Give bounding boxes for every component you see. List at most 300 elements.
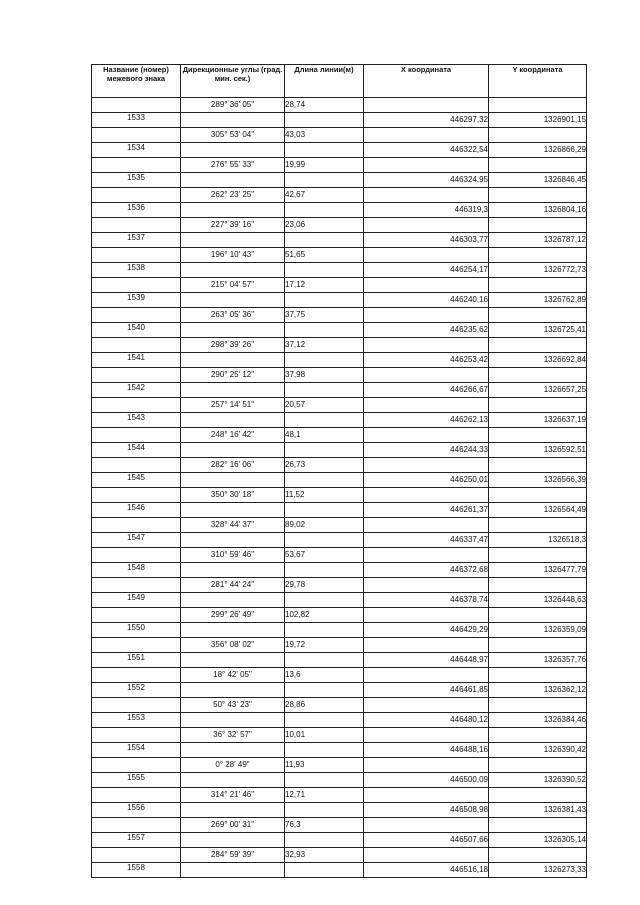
length-cell (285, 233, 364, 248)
segment-row (92, 188, 587, 203)
y-cell (489, 98, 587, 113)
x-cell: 446235,62 (364, 323, 489, 338)
length-cell (285, 113, 364, 128)
y-cell (489, 218, 587, 233)
length-cell: 29,78 (285, 578, 364, 593)
direction-cell (181, 623, 285, 638)
name-cell: 1541 (92, 353, 181, 368)
segment-row (92, 608, 587, 623)
y-cell (489, 458, 587, 473)
point-row (92, 383, 587, 398)
direction-cell: 263° 05' 36" (181, 308, 285, 323)
length-cell: 89,02 (285, 518, 364, 533)
direction-cell (181, 323, 285, 338)
name-cell: 1545 (92, 473, 181, 488)
name-cell: 1538 (92, 263, 181, 278)
direction-cell: 289° 36' 05" (181, 98, 285, 113)
y-cell: 1326362,12 (489, 683, 587, 698)
x-cell: 446244,33 (364, 443, 489, 458)
point-row (92, 743, 587, 758)
point-row (92, 113, 587, 128)
x-cell (364, 728, 489, 743)
y-cell (489, 698, 587, 713)
y-cell: 1326804,16 (489, 203, 587, 218)
point-row (92, 173, 587, 188)
length-cell: 26,73 (285, 458, 364, 473)
y-cell (489, 248, 587, 263)
x-cell (364, 548, 489, 563)
segment-row (92, 638, 587, 653)
length-cell: 32,93 (285, 848, 364, 863)
segment-row (92, 398, 587, 413)
name-cell (92, 98, 181, 113)
y-cell: 1326390,52 (489, 773, 587, 788)
length-cell (285, 503, 364, 518)
name-cell: 1544 (92, 443, 181, 458)
name-cell (92, 308, 181, 323)
length-cell (285, 413, 364, 428)
point-row (92, 353, 587, 368)
name-cell (92, 128, 181, 143)
direction-cell: 257° 14' 51" (181, 398, 285, 413)
name-cell: 1540 (92, 323, 181, 338)
x-cell (364, 848, 489, 863)
direction-cell (181, 743, 285, 758)
point-row (92, 413, 587, 428)
y-cell (489, 578, 587, 593)
direction-cell (181, 653, 285, 668)
direction-cell: 227° 39' 16" (181, 218, 285, 233)
segment-row (92, 548, 587, 563)
y-cell: 1326357,76 (489, 653, 587, 668)
x-cell: 446480,12 (364, 713, 489, 728)
y-cell (489, 728, 587, 743)
y-cell: 1326787,12 (489, 233, 587, 248)
name-cell (92, 728, 181, 743)
x-cell: 446372,68 (364, 563, 489, 578)
length-cell: 76,3 (285, 818, 364, 833)
x-cell (364, 368, 489, 383)
y-cell: 1326477,79 (489, 563, 587, 578)
x-cell: 446448,97 (364, 653, 489, 668)
point-row (92, 653, 587, 668)
name-cell: 1551 (92, 653, 181, 668)
name-cell (92, 488, 181, 503)
direction-cell: 350° 30' 18" (181, 488, 285, 503)
direction-cell (181, 443, 285, 458)
length-cell (285, 803, 364, 818)
x-cell: 446322,54 (364, 143, 489, 158)
y-cell (489, 488, 587, 503)
x-cell: 446508,98 (364, 803, 489, 818)
y-cell: 1326448,63 (489, 593, 587, 608)
length-cell: 51,65 (285, 248, 364, 263)
name-cell: 1549 (92, 593, 181, 608)
x-cell (364, 218, 489, 233)
point-row (92, 533, 587, 548)
length-cell (285, 383, 364, 398)
x-cell (364, 128, 489, 143)
name-cell (92, 398, 181, 413)
y-cell: 1326566,39 (489, 473, 587, 488)
x-cell: 446262,13 (364, 413, 489, 428)
name-cell (92, 578, 181, 593)
name-cell (92, 758, 181, 773)
length-cell (285, 563, 364, 578)
point-row (92, 323, 587, 338)
y-cell: 1326725,41 (489, 323, 587, 338)
direction-cell: 282° 16' 06" (181, 458, 285, 473)
name-cell (92, 218, 181, 233)
direction-cell (181, 143, 285, 158)
point-row (92, 563, 587, 578)
y-cell: 1326866,29 (489, 143, 587, 158)
segment-row (92, 98, 587, 113)
segment-row (92, 818, 587, 833)
direction-cell: 248° 16' 42" (181, 428, 285, 443)
length-cell: 102,82 (285, 608, 364, 623)
y-cell: 1326381,43 (489, 803, 587, 818)
y-cell (489, 338, 587, 353)
x-cell: 446488,16 (364, 743, 489, 758)
point-row (92, 263, 587, 278)
x-cell (364, 758, 489, 773)
x-cell: 446266,67 (364, 383, 489, 398)
x-cell (364, 578, 489, 593)
name-cell: 1546 (92, 503, 181, 518)
length-cell: 43,03 (285, 128, 364, 143)
length-cell (285, 323, 364, 338)
segment-row (92, 248, 587, 263)
name-cell (92, 428, 181, 443)
name-cell: 1554 (92, 743, 181, 758)
name-cell: 1548 (92, 563, 181, 578)
name-cell: 1558 (92, 863, 181, 878)
length-cell: 19,72 (285, 638, 364, 653)
direction-cell: 284° 59' 39" (181, 848, 285, 863)
segment-row (92, 758, 587, 773)
direction-cell (181, 233, 285, 248)
header-direction: Дирекционные углы (град. мин. сек.) (181, 65, 285, 98)
length-cell: 20,57 (285, 398, 364, 413)
direction-cell (181, 803, 285, 818)
x-cell: 446500,09 (364, 773, 489, 788)
length-cell: 28,74 (285, 98, 364, 113)
name-cell: 1535 (92, 173, 181, 188)
name-cell (92, 338, 181, 353)
x-cell (364, 188, 489, 203)
name-cell (92, 848, 181, 863)
length-cell (285, 263, 364, 278)
y-cell (489, 308, 587, 323)
x-cell: 446461,85 (364, 683, 489, 698)
direction-cell (181, 413, 285, 428)
y-cell (489, 398, 587, 413)
length-cell (285, 353, 364, 368)
name-cell: 1537 (92, 233, 181, 248)
direction-cell (181, 113, 285, 128)
direction-cell (181, 473, 285, 488)
length-cell (285, 773, 364, 788)
table-body (92, 98, 587, 878)
coordinates-table (91, 64, 587, 878)
direction-cell: 290° 25' 12" (181, 368, 285, 383)
name-cell: 1539 (92, 293, 181, 308)
y-cell: 1326762,89 (489, 293, 587, 308)
x-cell: 446261,37 (364, 503, 489, 518)
name-cell (92, 548, 181, 563)
y-cell (489, 428, 587, 443)
segment-row (92, 668, 587, 683)
length-cell (285, 143, 364, 158)
header-x: X координата (364, 65, 489, 98)
x-cell: 446254,17 (364, 263, 489, 278)
name-cell: 1555 (92, 773, 181, 788)
point-row (92, 233, 587, 248)
point-row (92, 833, 587, 848)
header-row (92, 65, 587, 98)
x-cell (364, 638, 489, 653)
name-cell (92, 248, 181, 263)
name-cell (92, 638, 181, 653)
length-cell: 23,06 (285, 218, 364, 233)
y-cell: 1326384,46 (489, 713, 587, 728)
segment-row (92, 518, 587, 533)
segment-row (92, 728, 587, 743)
x-cell: 446250,01 (364, 473, 489, 488)
x-cell (364, 428, 489, 443)
length-cell: 42,67 (285, 188, 364, 203)
direction-cell: 36° 32' 57" (181, 728, 285, 743)
length-cell: 11,52 (285, 488, 364, 503)
y-cell: 1326901,15 (489, 113, 587, 128)
x-cell (364, 308, 489, 323)
length-cell (285, 743, 364, 758)
segment-row (92, 128, 587, 143)
length-cell (285, 863, 364, 878)
name-cell: 1550 (92, 623, 181, 638)
direction-cell (181, 383, 285, 398)
point-row (92, 713, 587, 728)
length-cell (285, 593, 364, 608)
length-cell: 37,12 (285, 338, 364, 353)
name-cell: 1534 (92, 143, 181, 158)
length-cell: 53,67 (285, 548, 364, 563)
name-cell (92, 278, 181, 293)
length-cell (285, 443, 364, 458)
direction-cell: 299° 26' 49" (181, 608, 285, 623)
direction-cell (181, 563, 285, 578)
length-cell: 48,1 (285, 428, 364, 443)
name-cell: 1536 (92, 203, 181, 218)
y-cell (489, 518, 587, 533)
direction-cell (181, 293, 285, 308)
y-cell: 1326692,84 (489, 353, 587, 368)
x-cell: 446253,42 (364, 353, 489, 368)
direction-cell: 298° 39' 26" (181, 338, 285, 353)
x-cell (364, 278, 489, 293)
point-row (92, 623, 587, 638)
direction-cell (181, 533, 285, 548)
y-cell: 1326592,51 (489, 443, 587, 458)
segment-row (92, 338, 587, 353)
direction-cell (181, 203, 285, 218)
length-cell: 13,6 (285, 668, 364, 683)
y-cell: 1326273,33 (489, 863, 587, 878)
name-cell: 1552 (92, 683, 181, 698)
x-cell: 446516,18 (364, 863, 489, 878)
segment-row (92, 278, 587, 293)
point-row (92, 473, 587, 488)
length-cell (285, 203, 364, 218)
direction-cell: 281° 44' 24" (181, 578, 285, 593)
x-cell (364, 458, 489, 473)
direction-cell: 18° 42' 05" (181, 668, 285, 683)
name-cell (92, 368, 181, 383)
x-cell: 446240,16 (364, 293, 489, 308)
x-cell (364, 98, 489, 113)
direction-cell: 276° 55' 33" (181, 158, 285, 173)
name-cell: 1557 (92, 833, 181, 848)
direction-cell (181, 593, 285, 608)
y-cell (489, 608, 587, 623)
length-cell (285, 683, 364, 698)
y-cell (489, 818, 587, 833)
direction-cell: 356° 08' 02" (181, 638, 285, 653)
y-cell (489, 548, 587, 563)
point-row (92, 683, 587, 698)
point-row (92, 863, 587, 878)
segment-row (92, 158, 587, 173)
direction-cell: 328° 44' 37" (181, 518, 285, 533)
name-cell (92, 458, 181, 473)
name-cell (92, 188, 181, 203)
x-cell: 446297,32 (364, 113, 489, 128)
segment-row (92, 578, 587, 593)
length-cell (285, 533, 364, 548)
direction-cell: 215° 04' 57" (181, 278, 285, 293)
length-cell: 19,99 (285, 158, 364, 173)
point-row (92, 293, 587, 308)
name-cell: 1553 (92, 713, 181, 728)
segment-row (92, 488, 587, 503)
direction-cell: 196° 10' 43" (181, 248, 285, 263)
direction-cell: 0° 28' 49" (181, 758, 285, 773)
y-cell: 1326772,73 (489, 263, 587, 278)
table-header (92, 65, 587, 98)
length-cell: 10,01 (285, 728, 364, 743)
direction-cell (181, 173, 285, 188)
direction-cell (181, 833, 285, 848)
direction-cell: 305° 53' 04" (181, 128, 285, 143)
segment-row (92, 848, 587, 863)
length-cell (285, 173, 364, 188)
x-cell: 446319,3 (364, 203, 489, 218)
length-cell (285, 653, 364, 668)
y-cell (489, 758, 587, 773)
direction-cell: 314° 21' 46" (181, 788, 285, 803)
direction-cell: 50° 43' 23" (181, 698, 285, 713)
y-cell: 1326518,3 (489, 533, 587, 548)
x-cell: 446337,47 (364, 533, 489, 548)
segment-row (92, 788, 587, 803)
y-cell (489, 188, 587, 203)
header-length: Длина линии(м) (285, 65, 364, 98)
x-cell (364, 818, 489, 833)
name-cell (92, 608, 181, 623)
x-cell: 446378,74 (364, 593, 489, 608)
x-cell: 446507,66 (364, 833, 489, 848)
x-cell: 446303,77 (364, 233, 489, 248)
header-y: Y координата (489, 65, 587, 98)
length-cell (285, 623, 364, 638)
y-cell: 1326305,14 (489, 833, 587, 848)
point-row (92, 443, 587, 458)
x-cell (364, 518, 489, 533)
name-cell (92, 698, 181, 713)
direction-cell (181, 263, 285, 278)
point-row (92, 803, 587, 818)
segment-row (92, 458, 587, 473)
name-cell (92, 158, 181, 173)
x-cell (364, 248, 489, 263)
length-cell (285, 833, 364, 848)
x-cell (364, 698, 489, 713)
name-cell: 1556 (92, 803, 181, 818)
name-cell (92, 818, 181, 833)
name-cell (92, 668, 181, 683)
direction-cell: 310° 59' 46" (181, 548, 285, 563)
y-cell: 1326846,45 (489, 173, 587, 188)
length-cell: 17,12 (285, 278, 364, 293)
direction-cell: 262° 23' 25" (181, 188, 285, 203)
direction-cell (181, 683, 285, 698)
direction-cell (181, 773, 285, 788)
length-cell (285, 473, 364, 488)
segment-row (92, 308, 587, 323)
x-cell (364, 338, 489, 353)
name-cell (92, 518, 181, 533)
y-cell (489, 848, 587, 863)
segment-row (92, 368, 587, 383)
point-row (92, 773, 587, 788)
name-cell: 1542 (92, 383, 181, 398)
name-cell: 1547 (92, 533, 181, 548)
length-cell (285, 293, 364, 308)
x-cell (364, 158, 489, 173)
x-cell: 446324,95 (364, 173, 489, 188)
segment-row (92, 218, 587, 233)
length-cell (285, 713, 364, 728)
direction-cell (181, 863, 285, 878)
direction-cell (181, 353, 285, 368)
y-cell: 1326637,19 (489, 413, 587, 428)
x-cell (364, 788, 489, 803)
segment-row (92, 428, 587, 443)
y-cell: 1326359,09 (489, 623, 587, 638)
y-cell: 1326390,42 (489, 743, 587, 758)
direction-cell (181, 713, 285, 728)
y-cell (489, 128, 587, 143)
y-cell (489, 668, 587, 683)
point-row (92, 503, 587, 518)
y-cell (489, 368, 587, 383)
name-cell: 1543 (92, 413, 181, 428)
x-cell (364, 608, 489, 623)
length-cell: 37,98 (285, 368, 364, 383)
x-cell (364, 398, 489, 413)
direction-cell (181, 503, 285, 518)
